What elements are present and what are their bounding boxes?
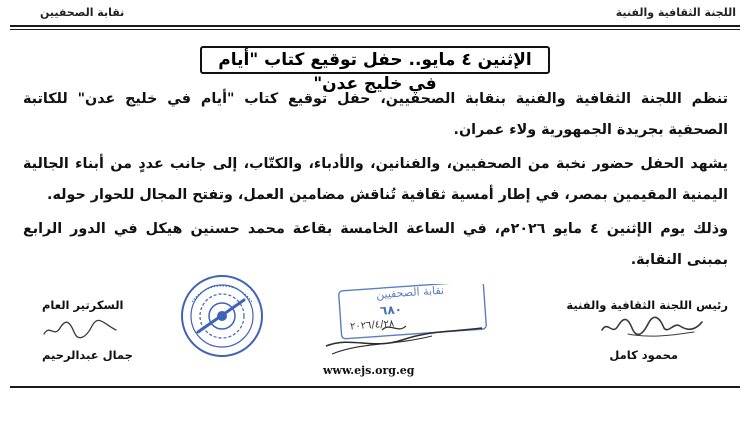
paragraph-attendance: يشهد الحفل حضور نخبة من الصحفيين، والفنانين، والأدباء، والكتّاب، إلى جانب عددٍ من أبناء الجالية اليمنية المقيمين بمصر، في إطار أمسية ثقافية تُناقش مضامين العمل، وتفتح المجال للحوار حوله. [23, 156, 728, 203]
header-syndicate-label: نقابة الصحفيين [40, 6, 125, 19]
stamp-number: ٦٨٠ [379, 302, 403, 318]
stamp-label: نقابة الصحفيين [375, 283, 445, 302]
bottom-border [10, 386, 740, 388]
document-body [23, 84, 728, 276]
header-committee-label: اللجنة الثقافية والفنية [615, 6, 736, 19]
paragraph-intro: تنظم اللجنة الثقافية والفنية بنقابة الصحفيين، حفل توقيع كتاب "أيام في خليج عدن" للكاتبة الصحفية بجريدة الجمهورية ولاء عمران. [23, 91, 728, 138]
right-signature-name: محمود كامل [609, 348, 678, 362]
top-border [10, 25, 740, 27]
paragraph-time-place: وذلك يوم الإثنين ٤ مايو ٢٠٢٦م، في الساعة الخامسة بقاعة محمد حسنين هيكل في الدور الرابع بمبنى النقابة. [23, 221, 728, 268]
top-border-thin [10, 29, 740, 30]
union-seal-icon [178, 272, 266, 360]
page-title: الإثنين ٤ مايو.. حفل توقيع كتاب "أيام في خليج عدن" [200, 46, 550, 74]
signature-icon [40, 318, 120, 342]
website-link[interactable]: www.ejs.org.eg [323, 364, 415, 377]
stamp-date: ٢٠٢٦/٤/٢٨ [349, 318, 395, 333]
left-signature-title: السكرتير العام [42, 298, 124, 312]
right-signature-title: رئيس اللجنة الثقافية والفنية [566, 298, 728, 312]
signature-icon [598, 312, 708, 342]
left-signature-name: جمال عبدالرحيم [42, 348, 133, 362]
